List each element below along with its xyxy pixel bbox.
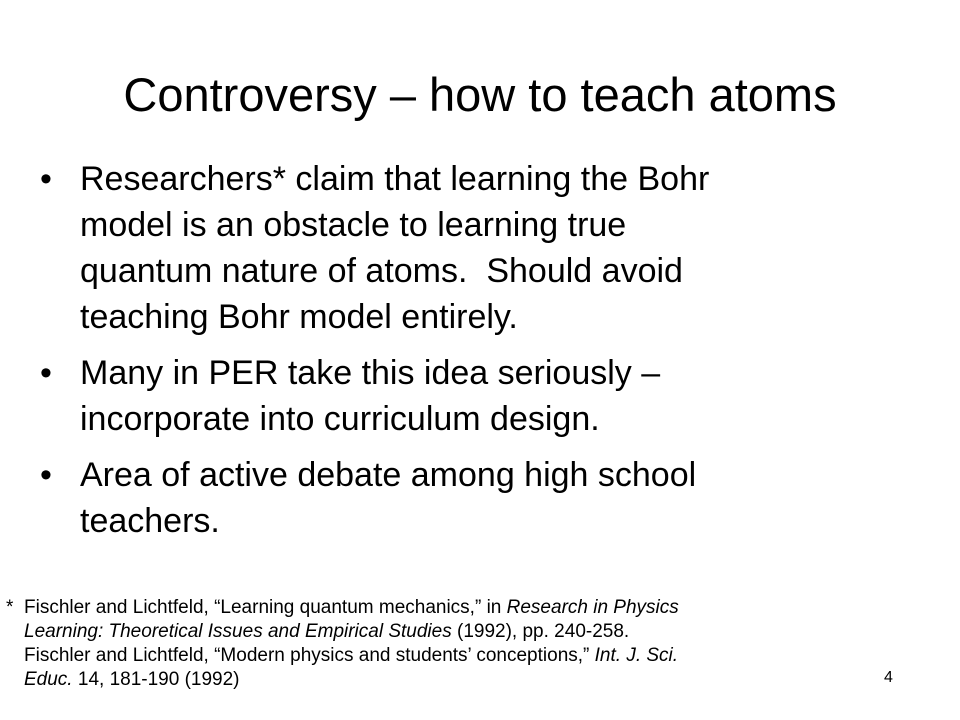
reference-italic: Learning: Theoretical Issues and Empirical Studies <box>24 621 452 642</box>
reference-line <box>0 668 880 692</box>
reference-line <box>0 596 880 620</box>
reference-italic: Int. J. Sci. <box>594 645 679 666</box>
reference-italic: Educ. <box>24 669 73 690</box>
bullet-text-line: model is an obstacle to learning true <box>80 206 627 244</box>
footnote-asterisk: * <box>6 597 14 618</box>
bullet-dot-icon: • <box>40 354 52 392</box>
reference-text: (1992), pp. 240-258. <box>451 621 630 642</box>
slide-title: Controversy – how to teach atoms <box>123 68 837 121</box>
reference-text: 14, 181-190 (1992) <box>72 669 240 690</box>
bullet-text-line: Area of active debate among high school <box>80 456 697 494</box>
reference-line <box>0 644 880 668</box>
page-number: 4 <box>884 669 893 686</box>
bullet-text-line: Researchers* claim that learning the Bohr <box>80 160 710 198</box>
bullet-text-line: teaching Bohr model entirely. <box>80 298 518 336</box>
reference-italic: Research in Physics <box>506 597 679 618</box>
references <box>0 596 880 692</box>
reference-text: Fischler and Lichtfeld, “Learning quantum mechanics,” in <box>24 597 507 618</box>
bullet-item <box>40 156 920 340</box>
bullet-list <box>40 156 920 554</box>
bullet-dot-icon: • <box>40 160 52 198</box>
reference-line <box>0 620 880 644</box>
bullet-text-line: Many in PER take this idea seriously – <box>80 354 661 392</box>
bullet-item <box>40 452 920 544</box>
bullet-item <box>40 350 920 442</box>
bullet-text-line: teachers. <box>80 502 220 540</box>
bullet-text-line: incorporate into curriculum design. <box>80 400 600 438</box>
bullet-dot-icon: • <box>40 456 52 494</box>
bullet-text-line: quantum nature of atoms. Should avoid <box>80 252 683 290</box>
reference-text: Fischler and Lichtfeld, “Modern physics and students’ conceptions,” <box>24 645 595 666</box>
